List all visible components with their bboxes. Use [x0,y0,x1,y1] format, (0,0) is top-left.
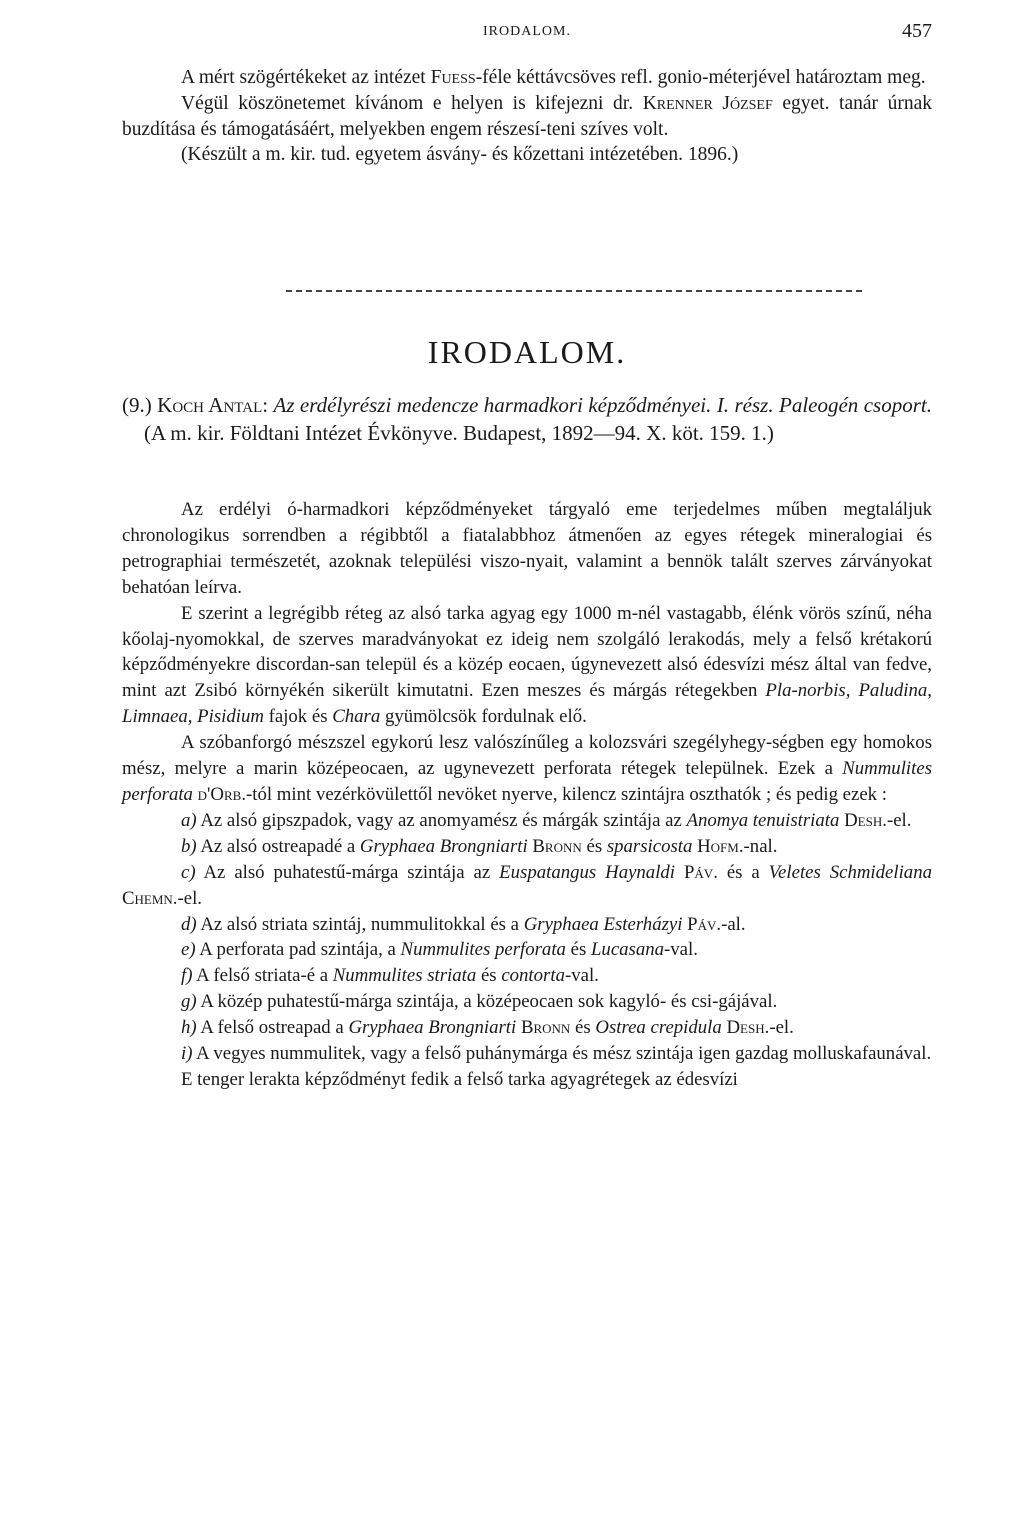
text-run: A mért szögértékeket az intézet [181,67,431,88]
text-run: A vegyes nummulitek, vagy a felső puhánymárga és mész szintája igen gazdag molluskafaunával. [192,1043,932,1065]
text-run: és a [717,861,769,883]
small-caps-name: Desh. [726,1017,770,1039]
text-run: és [565,939,591,961]
text-run [675,862,684,883]
text-run: -val. [564,965,599,987]
italic-term: Gryphaea Brongniarti [359,835,528,857]
italic-term: sparsicosta [606,835,693,857]
running-header [122,20,932,44]
paragraph [122,91,932,143]
italic-term: a) [181,809,197,831]
italic-term: Veletes Schmideliana [768,861,932,883]
italic-term: Az erdélyrészi medencze harmadkori képződményei. I. rész. Paleogén csoport. [273,393,932,417]
text-run: (Készült a m. kir. tud. egyetem ásvány- és kőzettani intézetében. 1896.) [181,144,739,166]
section-heading: IRODALOM. [427,334,627,370]
text-run: -el. [769,1017,794,1039]
text-run: Az alsó gipszpadok, vagy az anomyamész és márgák szintája az [196,809,687,831]
italic-term: Gryphaea Brongniarti [348,1017,517,1039]
text-run: Végül köszönetemet kívánom e helyen is kifejezni dr. [181,92,643,114]
text-run: -tól mint vezérkövülettől nevöket nyerve, kilencz szintájra oszthatók ; és pedig ezek : [246,783,887,805]
small-caps-name: Bronn [532,835,582,857]
paragraph [122,963,932,989]
italic-term: contorta [501,965,565,987]
paragraph [122,937,932,963]
bibliographic-citation [122,392,932,447]
text-run: A szóbanforgó mészszel egykorú lesz valószínűleg a kolozsvári szegélyhegy-ségben egy homokos mész, melyre a marin középeocaen, az ugynevezett perforata rétegek települnek. Ezek a [122,732,932,780]
text-run: Az erdélyi ó-harmadkori képződményeket tárgyaló eme terjedelmes műben megtaláljuk chronologikus sorrendben a régibbtől a fiatalabbhoz átmenően az egyes rétegek mineralogiai és petrographiai természetét, azoknak települési viszo-nyait, valamint a bennök talált szerves zárványokat behatóan leírva. [122,499,932,598]
text-run: A felső striata-é a [192,965,333,987]
text-run: (9.) [122,393,158,417]
text-run: E szerint a legrégibb réteg az alsó tarka agyag egy 1000 m-nél vastagabb, élénk vörös színű, néha kőolaj-nyomokkal, de szerves maradványokat ez ideig nem szolgáló lerakodás, mely a felső krétakorú képződményekre discordan-san települ és a közép eocaen, úgynevezett alsó édesvízi mész által van fedve, mint azt Zsibó környékén sikerült kimutatni. Ezen meszes és márgás rétegekben [122,602,932,702]
paragraph [122,1015,932,1041]
italic-term: e) [181,939,196,961]
paragraph [122,834,932,860]
paragraph [122,601,932,731]
text-run: -nal. [743,835,778,857]
text-run: A felső ostreapad a [196,1017,349,1039]
text-run: Az alsó puhatestű-márga szintája az [195,861,500,883]
small-caps-name: Chemn. [122,887,178,909]
small-caps-name: Páv. [683,861,718,883]
small-caps-name: Bronn [520,1017,571,1039]
paragraph [122,912,932,938]
italic-term: Pla-norbis, Paludina, Limnaea, Pisidium [122,680,932,728]
text-run: Az alsó striata szintáj, nummulitokkal és a [196,913,524,935]
section-divider [286,290,862,292]
page-number: 457 [902,20,932,42]
paragraph [122,989,932,1015]
paragraph [122,142,932,168]
text-run: fajok és [263,706,333,728]
text-run: -al. [721,913,746,935]
paragraph [122,860,932,912]
text-run: -el. [886,809,912,831]
italic-term: g) [181,991,197,1013]
text-run: A perforata pad szintája, a [195,939,401,961]
text-run: -el. [177,887,203,909]
citation-text [122,392,932,447]
text-run: és [570,1017,596,1039]
paragraph [122,730,932,808]
italic-term: Ostrea crepidula [595,1017,722,1039]
text-run: -val. [664,939,698,961]
text-run: (A m. kir. Földtani Intézet Évkönyve. Budapest, 1892—94. X. köt. 159. 1.) [144,420,774,445]
italic-term: h) [181,1017,197,1039]
italic-term: c) [181,861,196,883]
italic-term: Anomya tenuistriata [686,809,840,831]
paragraph [122,1067,932,1093]
small-caps-name: Koch Antal [157,393,263,417]
text-run: egyet. tanár úrnak buzdítása és támogatásáért, melyekben engem részesí-teni szíves volt. [122,92,932,140]
italic-term: Chara [332,706,381,728]
review-body [122,497,932,1093]
text-run: E tenger lerakta képződményt fedik a felső tarka agyagrétegek az édesvízi [181,1068,738,1090]
small-caps-name: d'Orb. [197,783,247,805]
small-caps-name: Páv. [687,913,722,935]
paragraph [122,1041,932,1067]
italic-term: Nummulites perforata [400,939,566,961]
italic-term: Lucasana [590,939,665,961]
text-run: és [476,965,502,987]
text-run: A közép puhatestű-márga szintája, a középeocaen sok kagyló- és csi-gájával. [196,991,778,1013]
text-run: -féle kéttávcsöves refl. gonio-méterjével határoztam meg. [475,67,926,88]
text-run: gyümölcsök fordulnak elő. [380,706,587,728]
small-caps-name: Desh. [844,809,887,831]
italic-term: Nummulites striata [332,965,477,987]
italic-term: b) [181,835,197,857]
italic-term: i) [181,1043,193,1065]
italic-term: f) [181,965,193,987]
preceding-article-ending [122,65,932,168]
text-run: Az alsó ostreapadé a [196,835,360,857]
paragraph [122,65,932,91]
running-title: IRODALOM. [483,24,571,39]
italic-term: Nummulites perforata [122,758,932,805]
text-run: : [262,393,274,417]
small-caps-name: Krenner József [642,92,773,114]
small-caps-name: Fuess [430,67,476,88]
italic-term: Euspatangus Haynaldi [499,861,676,883]
paragraph [122,808,932,834]
italic-term: Gryphaea Esterházyi [523,913,683,935]
paragraph [122,497,932,601]
italic-term: d) [181,913,197,935]
small-caps-name: Hofm. [697,835,744,857]
text-run: és [581,835,607,857]
